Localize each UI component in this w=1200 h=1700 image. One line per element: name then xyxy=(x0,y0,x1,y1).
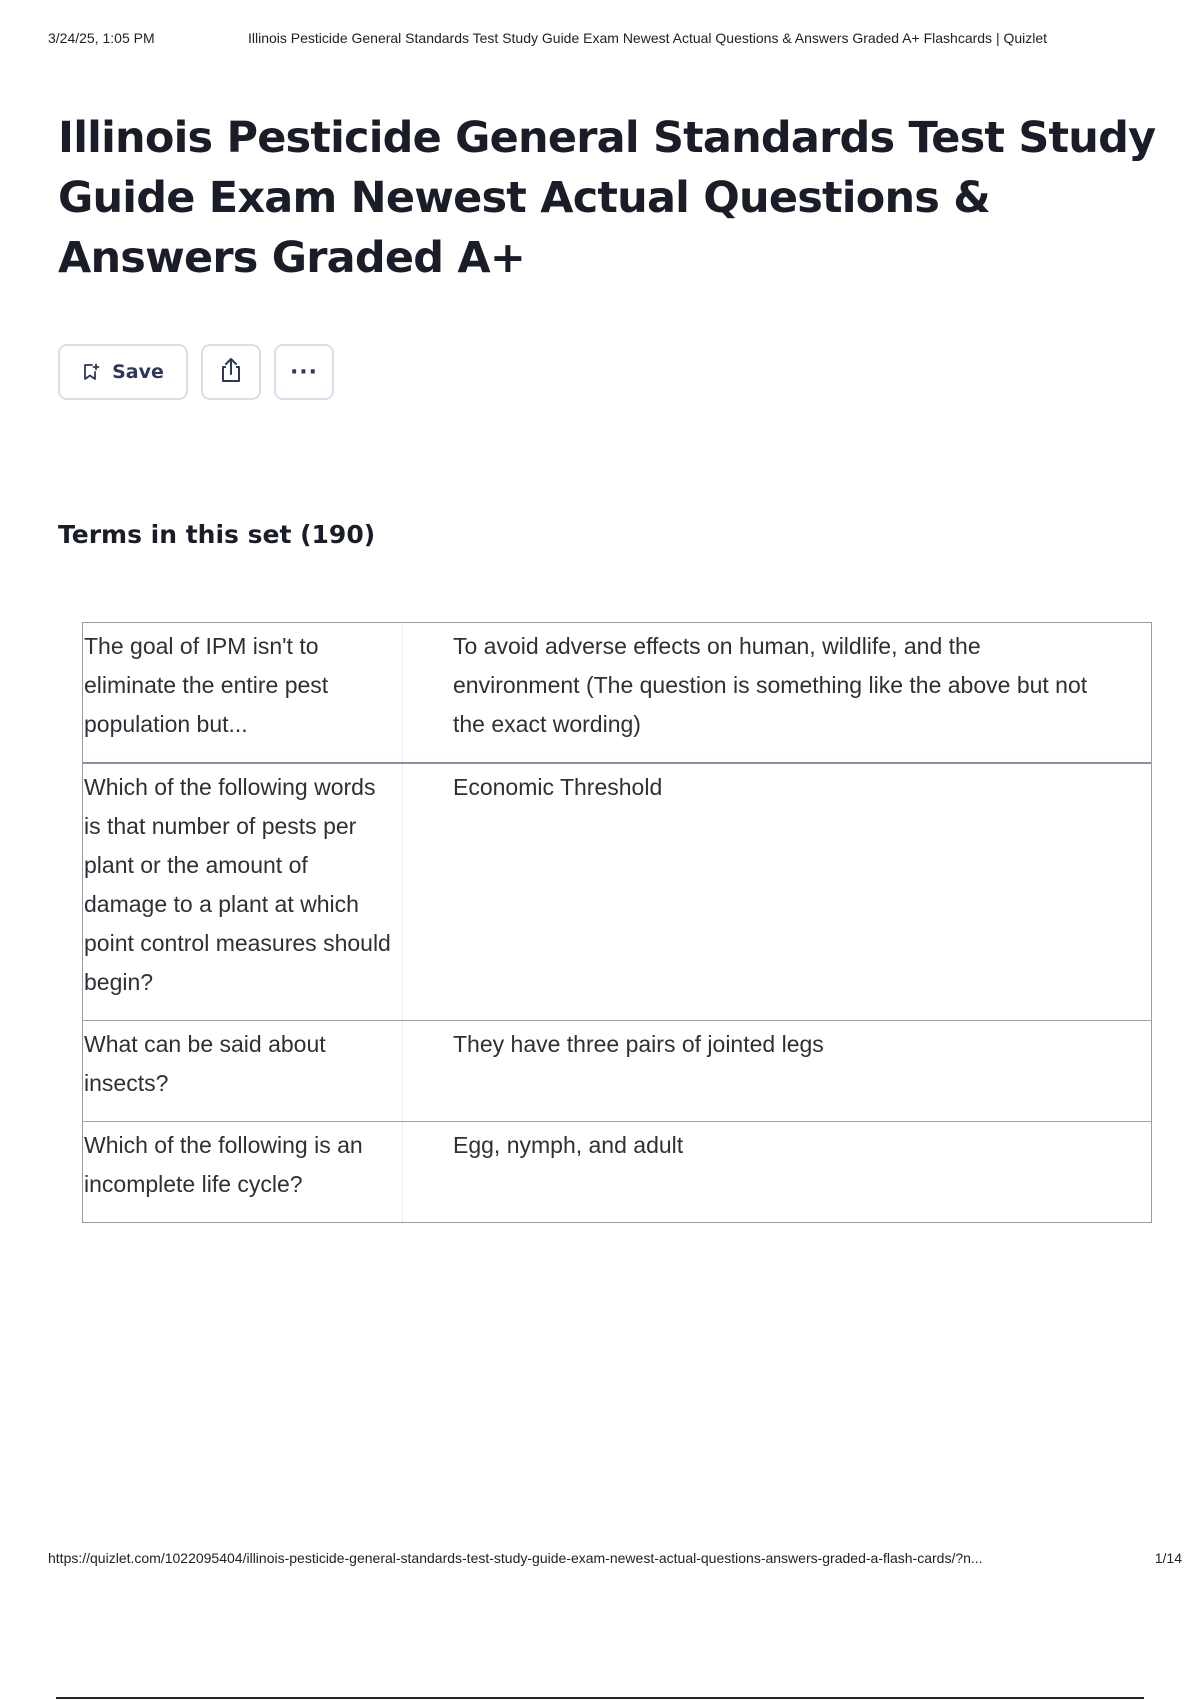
print-footer xyxy=(48,1550,1182,1570)
definition-cell: Egg, nymph, and adult xyxy=(453,1132,684,1158)
more-horizontal-icon: ··· xyxy=(289,359,319,385)
table-row xyxy=(83,762,1151,1020)
page-number: 1/14 xyxy=(1154,1550,1182,1566)
more-options-button[interactable] xyxy=(274,344,334,400)
definition-cell: They have three pairs of jointed legs xyxy=(453,1031,824,1057)
definition-cell: To avoid adverse effects on human, wildlife, and the environment (The question is something like the above but not the exact wording) xyxy=(453,633,1088,737)
print-document-title: Illinois Pesticide General Standards Test Study Guide Exam Newest Actual Questions & Answers Graded A+ Flashcards | Quizlet xyxy=(248,30,1048,46)
terms-table xyxy=(82,622,1152,1223)
term-cell: Which of the following words is that number of pests per plant or the amount of damage to a plant at which point control measures should begin? xyxy=(83,764,403,1020)
page-divider xyxy=(56,1697,1144,1699)
table-row xyxy=(83,623,1151,762)
bookmark-add-icon xyxy=(82,363,100,381)
share-button[interactable] xyxy=(201,344,261,400)
save-button-label: Save xyxy=(112,361,164,383)
print-header xyxy=(48,30,1164,50)
table-row xyxy=(83,1020,1151,1121)
term-cell: The goal of IPM isn't to eliminate the entire pest population but... xyxy=(83,623,403,762)
table-row xyxy=(83,1121,1151,1222)
definition-cell: Economic Threshold xyxy=(453,774,663,800)
page-title: Illinois Pesticide General Standards Test Study Guide Exam Newest Actual Questions & Answers Graded A+ xyxy=(58,113,1156,283)
term-cell: What can be said about insects? xyxy=(83,1021,403,1121)
save-button[interactable] xyxy=(58,344,188,400)
share-icon xyxy=(218,356,244,389)
terms-heading: Terms in this set (190) xyxy=(58,520,376,549)
term-cell: Which of the following is an incomplete life cycle? xyxy=(83,1122,403,1222)
print-url: https://quizlet.com/1022095404/illinois-pesticide-general-standards-test-study-guide-exam-newest-actual-questions-answers-graded-a-flash-cards/?n... xyxy=(48,1550,983,1566)
print-date: 3/24/25, 1:05 PM xyxy=(48,30,155,46)
